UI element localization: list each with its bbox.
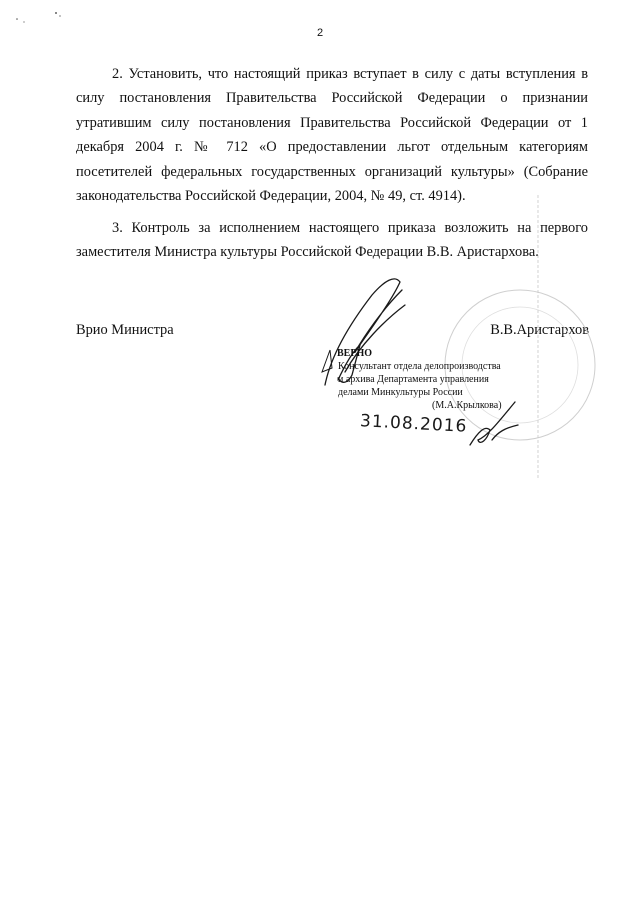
handwritten-date: 31.08.2016 (359, 411, 468, 437)
paragraph-item-2 (76, 62, 588, 208)
page-number: 2 (316, 27, 324, 39)
stamp-line-3: делами Минкультуры России (338, 387, 463, 398)
stamp-line-1: Консультант отдела делопроизводства (338, 361, 501, 372)
signatory-position: Врио Министра (76, 322, 174, 338)
signatory-name: В.В.Аристархов (490, 322, 589, 338)
stamp-line-4: (М.А.Крылкова) (432, 400, 502, 411)
stamp-line-2: и архива Департамента управления (338, 374, 489, 385)
paragraph-item-3 (76, 216, 588, 265)
paragraph-item-3-text: 3. Контроль за исполнением настоящего приказа возложить на первого заместителя Министра культуры Российской Федерации В.В. Аристархова. (76, 220, 588, 261)
scan-specks (0, 0, 80, 30)
paragraph-item-2-text: 2. Установить, что настоящий приказ вступает в силу с даты вступления в силу постановления Правительства Российской Федерации о признании утратившим силу постановления Правительства Российской Федерации от 1 декабря 2004 г. № 712 «О предоставлении льгот отдельным категориям посетителей федеральных государственных организаций культуры» (Собрание законодательства Российской Федерации, 2004, № 49, ст. 4914). (76, 66, 588, 205)
stamp-title: ВЕРНО (337, 348, 373, 359)
